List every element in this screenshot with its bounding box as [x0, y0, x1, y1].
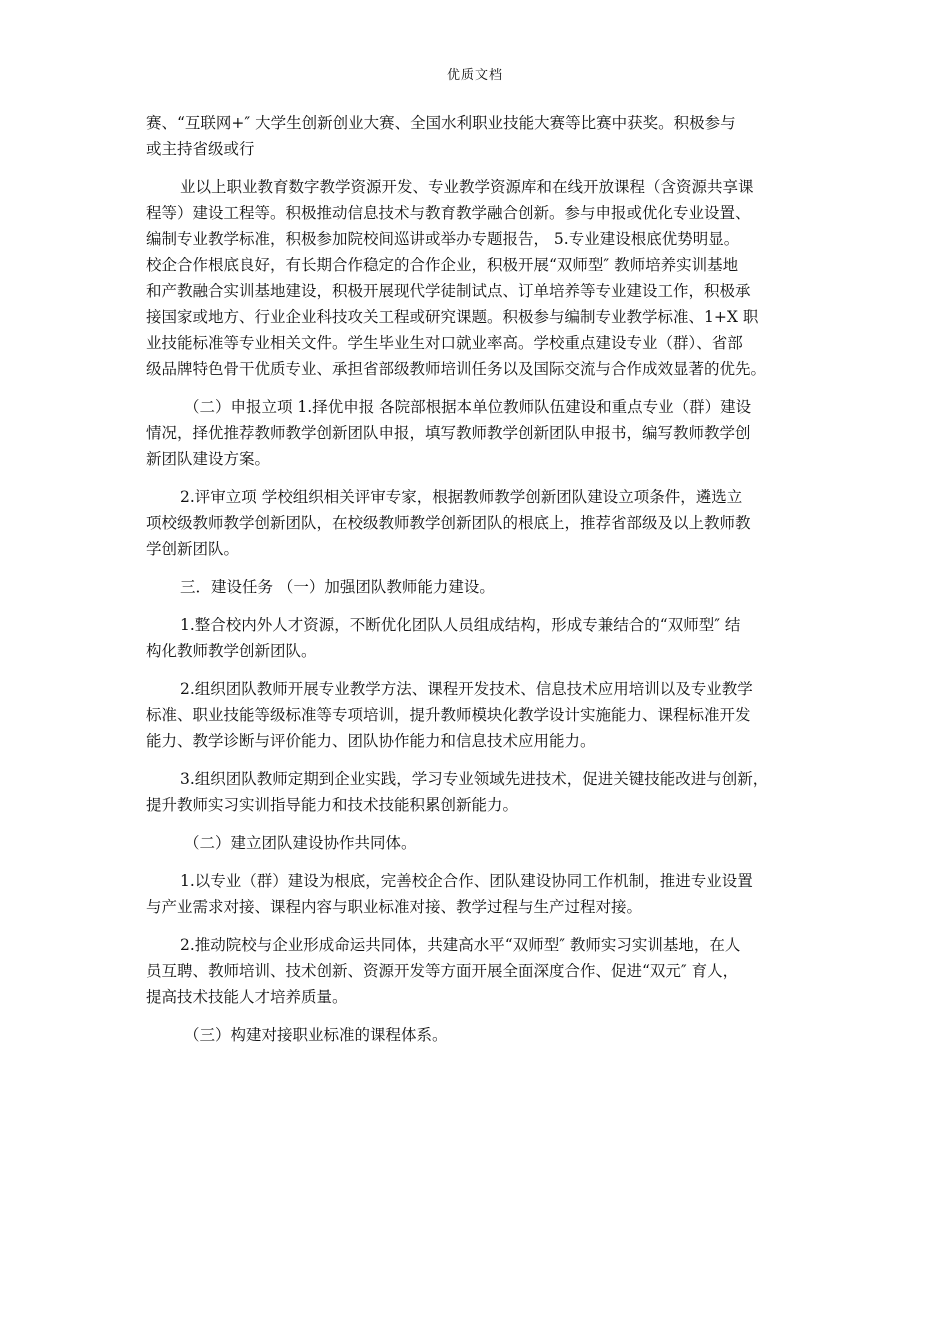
- text-line: 项校级教师教学创新团队，在校级教师教学创新团队的根底上，推荐省部级及以上教师教: [146, 514, 751, 532]
- text-line: 2.推动院校与企业形成命运共同体，共建高水平“双师型″ 教师实习实训基地，在人: [180, 936, 741, 954]
- text-line: 编制专业教学标准，积极参加院校间巡讲或举办专题报告， 5.专业建设根底优势明显。: [146, 230, 740, 248]
- text-line: 能力、教学诊断与评价能力、团队协作能力和信息技术应用能力。: [146, 732, 596, 750]
- text-line: 3.组织团队教师定期到企业实践，学习专业领域先进技术，促进关键技能改进与创新，: [180, 770, 769, 788]
- text-line: 赛、“互联网+″ 大学生创新创业大赛、全国水利职业技能大赛等比赛中获奖。积极参与: [146, 114, 736, 132]
- text-line: 级品牌特色骨干优质专业、承担省部级教师培训任务以及国际交流与合作成效显著的优先。: [146, 360, 767, 378]
- text-line: 情况，择优推荐教师教学创新团队申报，填写教师教学创新团队申报书，编写教师教学创: [146, 424, 751, 442]
- text-line: 提高技术技能人才培养质量。: [146, 988, 348, 1006]
- paragraph-8: [146, 766, 812, 818]
- text-line: 1.整合校内外人才资源，不断优化团队人员组成结构，形成专兼结合的“双师型″ 结: [180, 616, 741, 634]
- text-line: 业以上职业教育数字教学资源开发、专业教学资源库和在线开放课程（含资源共享课: [180, 178, 754, 196]
- paragraph-6: [146, 612, 812, 664]
- text-line: 业技能标准等专业相关文件。学生毕业生对口就业率高。学校重点建设专业（群）、省部: [146, 334, 743, 352]
- paragraph-12: [146, 1022, 812, 1048]
- text-line: 提升教师实习实训指导能力和技术技能积累创新能力。: [146, 796, 519, 814]
- paragraph-3: [146, 394, 812, 472]
- paragraph-2: [146, 174, 812, 382]
- text-line: 员互聘、教师培训、技术创新、资源开发等方面开展全面深度合作、促进“双元″ 育人，: [146, 962, 739, 980]
- paragraph-11: [146, 932, 812, 1010]
- text-line: 构化教师教学创新团队。: [146, 642, 317, 660]
- paragraph-10: [146, 868, 812, 920]
- text-line: 校企合作根底良好，有长期合作稳定的合作企业，积极开展“双师型″ 教师培养实训基地: [146, 256, 739, 274]
- text-line: 或主持省级或行: [146, 140, 255, 158]
- text-line: 接国家或地方、行业企业科技攻关工程或研究课题。积极参与编制专业教学标准、1+X 职: [146, 308, 759, 326]
- section-heading: （二）建立团队建设协作共同体。: [184, 834, 417, 852]
- section-heading: （三）构建对接职业标准的课程体系。: [184, 1026, 448, 1044]
- text-line: 新团队建设方案。: [146, 450, 271, 468]
- paragraph-5: [146, 574, 812, 600]
- text-line: 标准、职业技能等级标准等专项培训，提升教师模块化教学设计实施能力、课程标准开发: [146, 706, 751, 724]
- text-line: 1.以专业（群）建设为根底，完善校企合作、团队建设协同工作机制，推进专业设置: [180, 872, 753, 890]
- text-line: 与产业需求对接、课程内容与职业标准对接、教学过程与生产过程对接。: [146, 898, 643, 916]
- section-heading: 三．建设任务 （一）加强团队教师能力建设。: [180, 578, 495, 596]
- text-line: 学创新团队。: [146, 540, 240, 558]
- text-line: 和产教融合实训基地建设，积极开展现代学徒制试点、订单培养等专业建设工作，积极承: [146, 282, 751, 300]
- text-line: （二）申报立项 1.择优申报 各院部根据本单位教师队伍建设和重点专业（群）建设: [184, 398, 752, 416]
- page-header: 优质文档: [446, 68, 503, 83]
- document-body: [146, 110, 812, 1060]
- paragraph-4: [146, 484, 812, 562]
- text-line: 程等）建设工程等。积极推动信息技术与教育教学融合创新。参与申报或优化专业设置、: [146, 204, 751, 222]
- paragraph-9: [146, 830, 812, 856]
- text-line: 2.组织团队教师开展专业教学方法、课程开发技术、信息技术应用培训以及专业教学: [180, 680, 753, 698]
- text-line: 2.评审立项 学校组织相关评审专家，根据教师教学创新团队建设立项条件，遴选立: [180, 488, 743, 506]
- paragraph-1: [146, 110, 812, 162]
- paragraph-7: [146, 676, 812, 754]
